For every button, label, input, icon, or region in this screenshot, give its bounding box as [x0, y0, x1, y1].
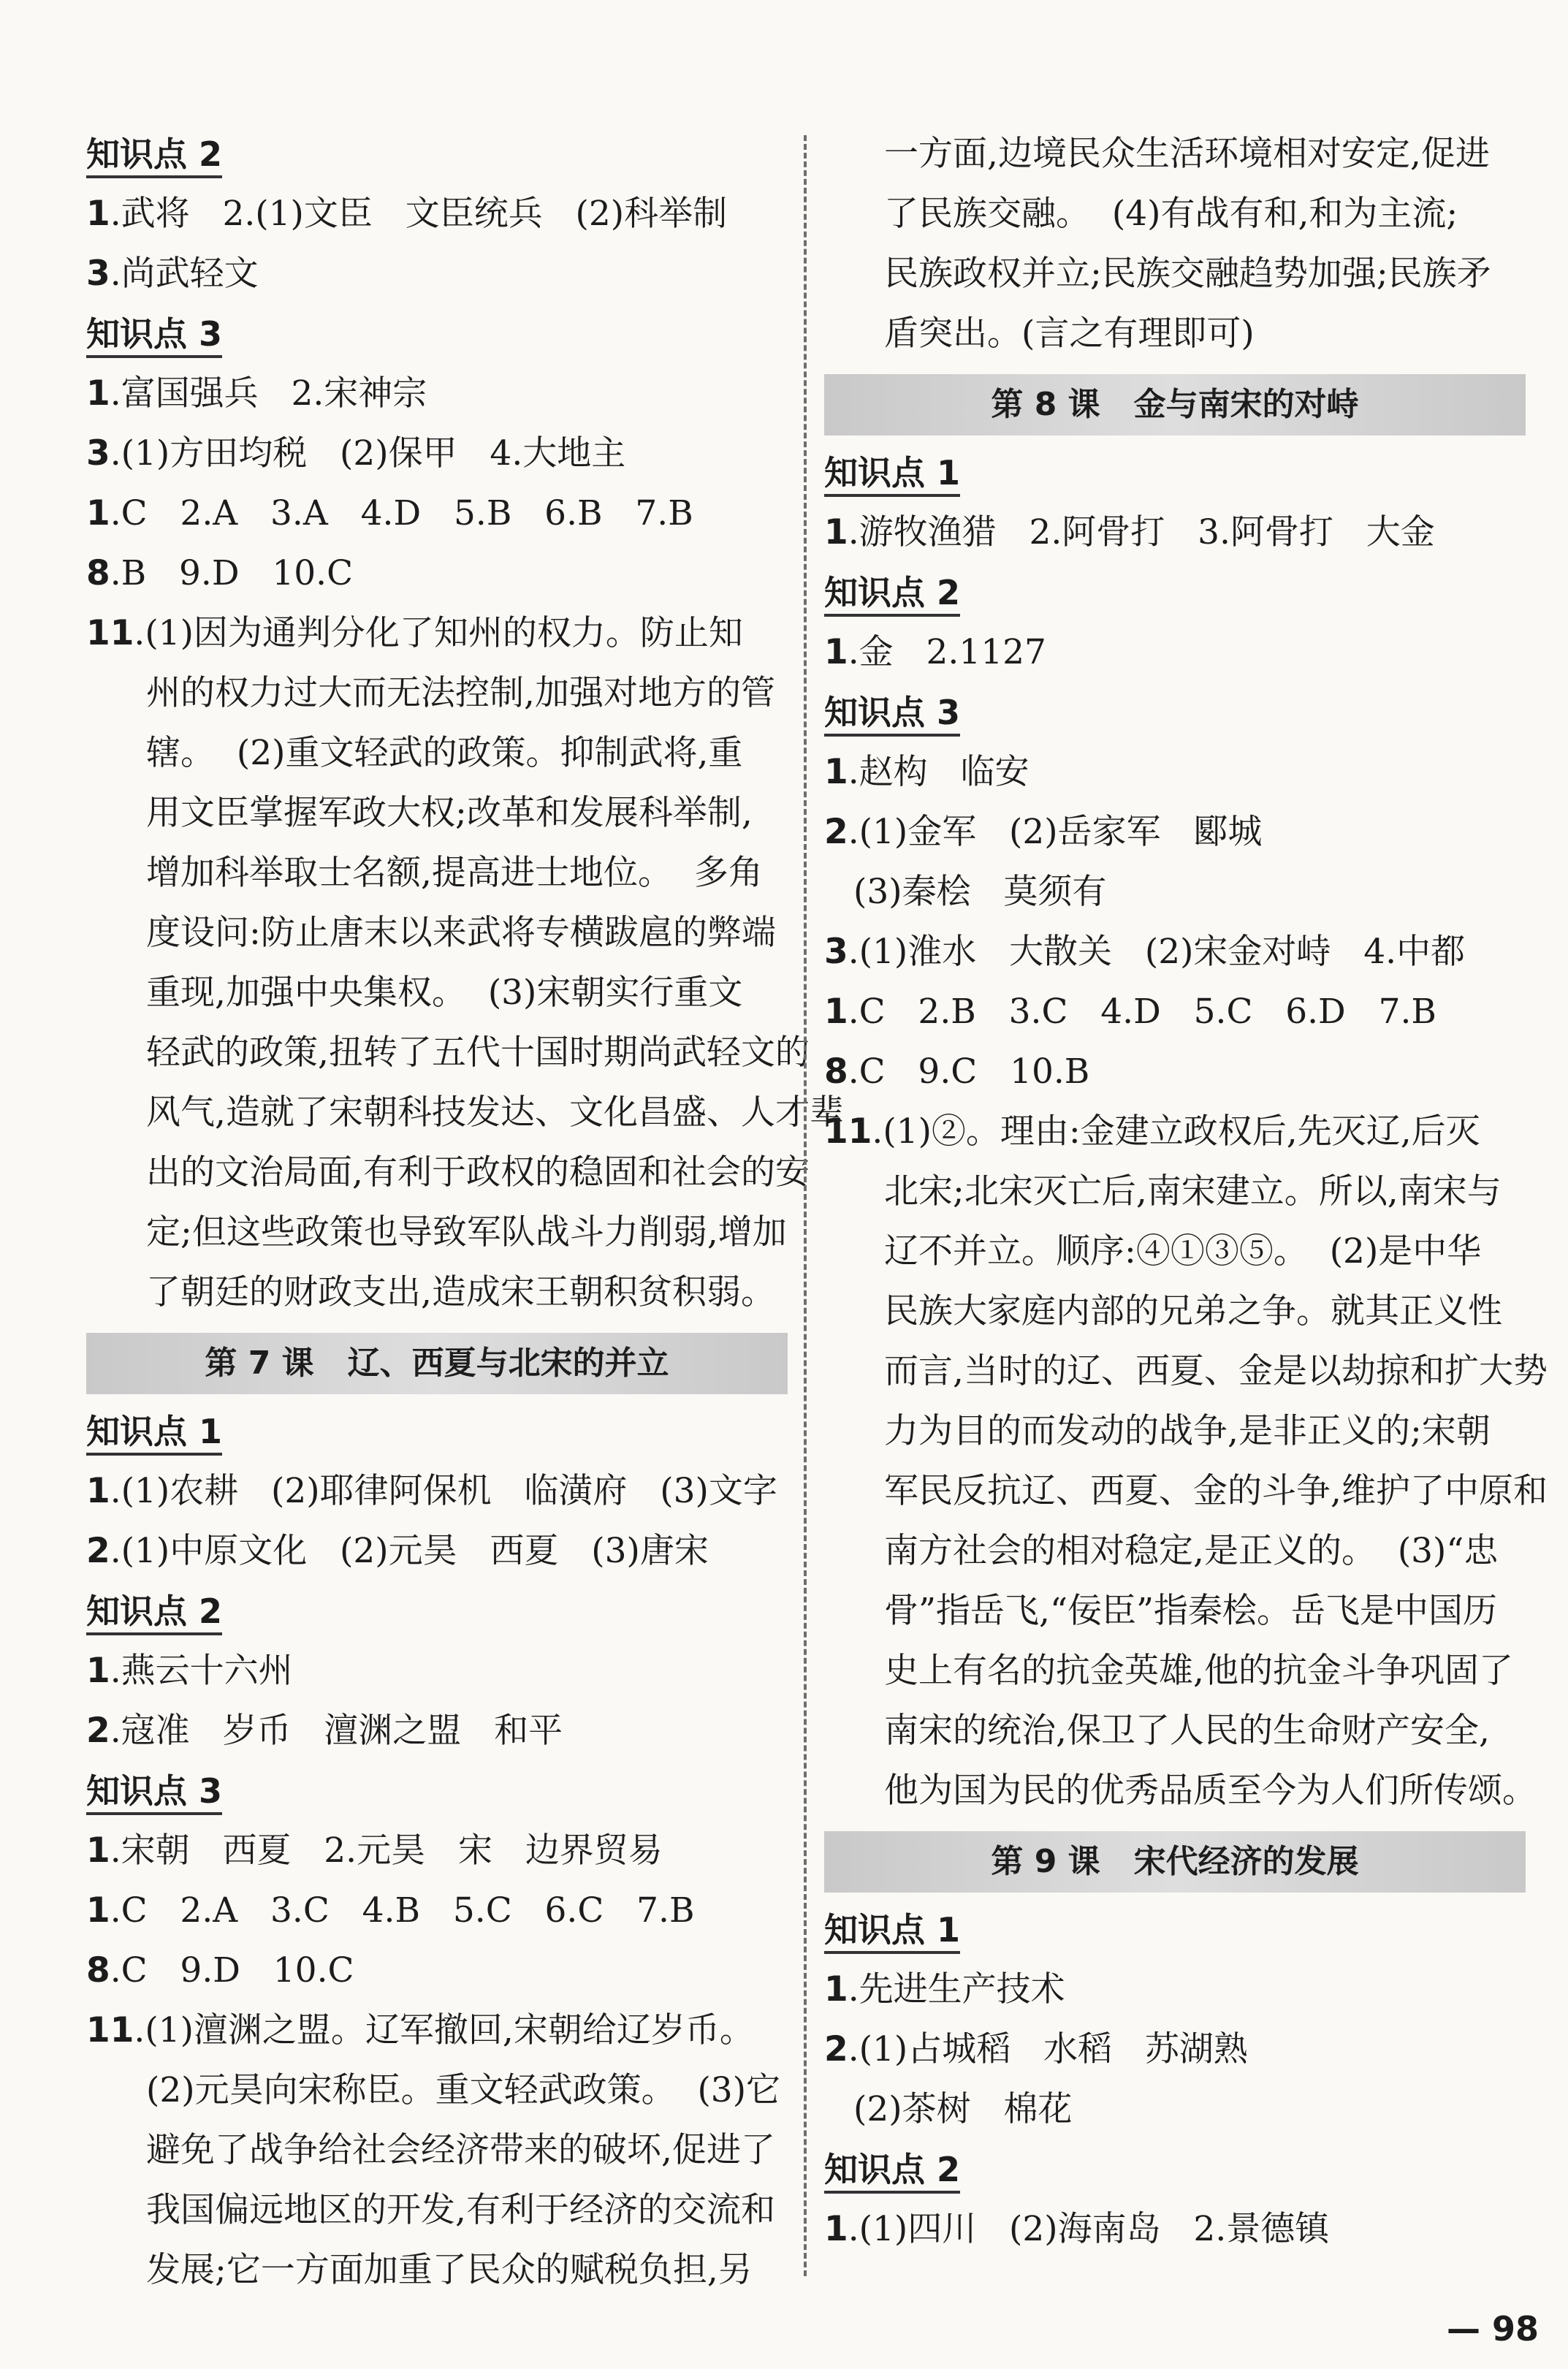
question-number: 3	[824, 932, 848, 972]
answer-continuation-line: 力为目的而发动的战争,是非正义的;宋朝	[884, 1411, 1491, 1451]
answer-continuation-line: 度设问:防止唐末以来武将专横跋扈的弊端	[146, 913, 776, 953]
question-number: 2	[824, 812, 848, 852]
answer-line	[86, 244, 788, 304]
answer-text: .先进生产技术	[848, 1969, 1065, 2009]
answer-line	[824, 1960, 1526, 2020]
question-number: 1	[86, 1471, 110, 1511]
answer-continuation-line: 而言,当时的辽、西夏、金是以劫掠和扩大势	[884, 1351, 1548, 1391]
knowledge-point-label: 知识点 1	[824, 453, 960, 497]
answer-continuation-line: (3)秦桧 莫须有	[853, 872, 1107, 912]
answer-line	[824, 922, 1526, 982]
answer-text: .(1)澶渊之盟。辽军撤回,宋朝给辽岁币。	[134, 2010, 754, 2050]
answer-line	[86, 1641, 788, 1701]
answer-line	[86, 1461, 788, 1521]
answer-text: .(1)淮水 大散关 (2)宋金对峙 4.中都	[848, 932, 1466, 972]
answer-line	[86, 1941, 788, 2001]
lesson-title-bar: 第 9 课 宋代经济的发展	[824, 1831, 1526, 1893]
answer-line	[824, 742, 1526, 802]
knowledge-point-label: 知识点 1	[824, 1910, 960, 1954]
answer-text: .寇准 岁币 澶渊之盟 和平	[110, 1711, 563, 1751]
answer-continuation-line: 他为国为民的优秀品质至今为人们所传颂。	[884, 1771, 1537, 1811]
answer-line	[86, 604, 788, 663]
answer-text: .(1)中原文化 (2)元昊 西夏 (3)唐宋	[110, 1531, 709, 1571]
answer-line	[824, 982, 1526, 1042]
question-number: 8	[824, 1052, 848, 1092]
question-number: 8	[86, 553, 110, 593]
answer-text: .金 2.1127	[848, 632, 1046, 672]
question-number: 1	[86, 493, 110, 533]
question-number: 3	[86, 254, 110, 294]
answer-line	[824, 802, 1526, 862]
question-number: 1	[86, 373, 110, 414]
question-number: 1	[86, 1830, 110, 1871]
answer-continuation-line: 一方面,边境民众生活环境相对安定,促进	[884, 134, 1490, 174]
answer-continuation-line: (2)元昊向宋称臣。重文轻武政策。 (3)它	[146, 2070, 781, 2110]
answer-text: .C 2.A 3.C 4.B 5.C 6.C 7.B	[110, 1890, 695, 1931]
answer-line	[86, 184, 788, 244]
answer-continuation-line: 史上有名的抗金英雄,他的抗金斗争巩固了	[884, 1651, 1513, 1691]
answer-continuation-line: 南方社会的相对稳定,是正义的。 (3)“忠	[884, 1531, 1499, 1571]
answer-continuation-line: 辽不并立。顺序:④①③⑤。 (2)是中华	[884, 1231, 1482, 1271]
column-divider	[804, 135, 807, 2276]
answer-line	[824, 503, 1526, 563]
question-number: 11	[86, 2010, 134, 2050]
answer-text: .C 2.B 3.C 4.D 5.C 6.D 7.B	[848, 992, 1436, 1032]
question-number: 1	[824, 992, 848, 1032]
question-number: 11	[86, 613, 134, 653]
answer-line	[824, 1042, 1526, 1102]
question-number: 1	[824, 2209, 848, 2249]
answer-text: .游牧渔猎 2.阿骨打 3.阿骨打 大金	[848, 512, 1435, 552]
answer-continuation-line: 辖。 (2)重文轻武的政策。抑制武将,重	[146, 733, 743, 773]
question-number: 1	[824, 512, 848, 552]
knowledge-point-heading	[824, 2140, 1526, 2199]
question-number: 3	[86, 433, 110, 474]
answer-text: .C 9.C 10.B	[848, 1052, 1090, 1092]
lesson-title-bar: 第 8 课 金与南宋的对峙	[824, 374, 1526, 436]
answer-text: .(1)②。理由:金建立政权后,先灭辽,后灭	[872, 1111, 1480, 1152]
answer-text: .(1)金军 (2)岳家军 郾城	[848, 812, 1263, 852]
answer-text: .B 9.D 10.C	[110, 553, 354, 593]
knowledge-point-label: 知识点 2	[824, 2150, 960, 2194]
answer-continuation-line: 骨”指岳飞,“佞臣”指秦桧。岳飞是中国历	[884, 1591, 1498, 1631]
answer-line	[824, 623, 1526, 682]
answer-text: .(1)四川 (2)海南岛 2.景德镇	[848, 2209, 1330, 2249]
answer-continuation-line: 南宋的统治,保卫了人民的生命财产安全,	[884, 1711, 1490, 1751]
knowledge-point-heading	[86, 1402, 788, 1461]
answer-text: .富国强兵 2.宋神宗	[110, 373, 427, 414]
answer-continuation-line: 避免了战争给社会经济带来的破坏,促进了	[146, 2130, 775, 2170]
answer-continuation-line: 盾突出。(言之有理即可)	[884, 313, 1255, 354]
question-number: 1	[86, 194, 110, 234]
lesson-title-bar: 第 7 课 辽、西夏与北宋的并立	[86, 1333, 788, 1394]
answer-text: .尚武轻文	[110, 254, 259, 294]
answer-text: .(1)因为通判分化了知州的权力。防止知	[134, 613, 743, 653]
knowledge-point-heading	[824, 1900, 1526, 1960]
answer-continuation-line: 重现,加强中央集权。 (3)宋朝实行重文	[146, 973, 743, 1013]
answer-continuation-line: 发展;它一方面加重了民众的赋税负担,另	[146, 2250, 753, 2290]
knowledge-point-label: 知识点 1	[86, 1412, 222, 1456]
question-number: 2	[86, 1711, 110, 1751]
knowledge-point-heading	[86, 1581, 788, 1641]
answer-continuation-line: 了民族交融。 (4)有战有和,和为主流;	[884, 194, 1458, 234]
answer-continuation-line: 增加科举取士名额,提高进士地位。 多角	[146, 853, 763, 893]
knowledge-point-label: 知识点 2	[86, 134, 222, 178]
answer-text: .(1)占城稻 水稻 苏湖熟	[848, 2029, 1248, 2069]
answer-text: .燕云十六州	[110, 1651, 293, 1691]
answer-text: .(1)农耕 (2)耶律阿保机 临潢府 (3)文字	[110, 1471, 777, 1511]
knowledge-point-label: 知识点 2	[824, 573, 960, 617]
question-number: 2	[824, 2029, 848, 2069]
question-number: 1	[86, 1890, 110, 1931]
knowledge-point-label: 知识点 3	[86, 314, 222, 358]
knowledge-point-heading	[824, 682, 1526, 742]
answer-line	[824, 2199, 1526, 2259]
answer-line	[86, 424, 788, 484]
answer-continuation-line: 北宋;北宋灭亡后,南宋建立。所以,南宋与	[884, 1171, 1502, 1212]
knowledge-point-label: 知识点 2	[86, 1592, 222, 1635]
answer-continuation-line: 州的权力过大而无法控制,加强对地方的管	[146, 673, 775, 713]
knowledge-point-label: 知识点 3	[86, 1771, 222, 1815]
answer-continuation-line: 军民反抗辽、西夏、金的斗争,维护了中原和	[884, 1471, 1548, 1511]
answer-text: .C 2.A 3.A 4.D 5.B 6.B 7.B	[110, 493, 693, 533]
answer-text: .(1)方田均税 (2)保甲 4.大地主	[110, 433, 626, 474]
knowledge-point-heading	[86, 124, 788, 184]
question-number: 1	[824, 632, 848, 672]
answer-continuation-line: 民族大家庭内部的兄弟之争。就其正义性	[884, 1291, 1502, 1331]
page-number: — 98	[1446, 2309, 1539, 2349]
answer-line	[86, 1821, 788, 1881]
knowledge-point-heading	[86, 304, 788, 364]
answer-line	[86, 1881, 788, 1941]
answer-line	[86, 544, 788, 604]
answer-continuation-line: 我国偏远地区的开发,有利于经济的交流和	[146, 2190, 775, 2230]
left-column	[86, 124, 844, 2300]
answer-text: .赵构 临安	[848, 752, 1030, 792]
knowledge-point-label: 知识点 3	[824, 693, 960, 737]
answer-line	[824, 2020, 1526, 2080]
answer-continuation-line: 风气,造就了宋朝科技发达、文化昌盛、人才辈	[146, 1092, 844, 1133]
answer-continuation-line: (2)茶树 棉花	[853, 2089, 1073, 2129]
question-number: 1	[824, 1969, 848, 2009]
answer-continuation-line: 出的文治局面,有利于政权的稳固和社会的安	[146, 1152, 810, 1193]
right-column	[824, 124, 1548, 2259]
answer-continuation-line: 定;但这些政策也导致军队战斗力削弱,增加	[146, 1212, 787, 1252]
knowledge-point-heading	[86, 1761, 788, 1821]
question-number: 1	[86, 1651, 110, 1691]
answer-continuation-line: 用文臣掌握军政大权;改革和发展科举制,	[146, 793, 753, 833]
question-number: 2	[86, 1531, 110, 1571]
answer-text: .C 9.D 10.C	[110, 1950, 354, 1990]
question-number: 11	[824, 1111, 872, 1152]
answer-line	[86, 1521, 788, 1581]
answer-line	[86, 2001, 788, 2061]
knowledge-point-heading	[824, 443, 1526, 503]
answer-text: .宋朝 西夏 2.元昊 宋 边界贸易	[110, 1830, 663, 1871]
answer-continuation-line: 民族政权并立;民族交融趋势加强;民族矛	[884, 254, 1491, 294]
answer-continuation-line: 轻武的政策,扭转了五代十国时期尚武轻文的	[146, 1033, 810, 1073]
answer-line	[86, 1701, 788, 1761]
question-number: 8	[86, 1950, 110, 1990]
answer-continuation-line: 了朝廷的财政支出,造成宋王朝积贫积弱。	[146, 1272, 775, 1312]
answer-line	[86, 364, 788, 424]
answer-line	[86, 484, 788, 544]
question-number: 1	[824, 752, 848, 792]
answer-text: .武将 2.(1)文臣 文臣统兵 (2)科举制	[110, 194, 728, 234]
knowledge-point-heading	[824, 563, 1526, 623]
answer-line	[824, 1102, 1526, 1162]
